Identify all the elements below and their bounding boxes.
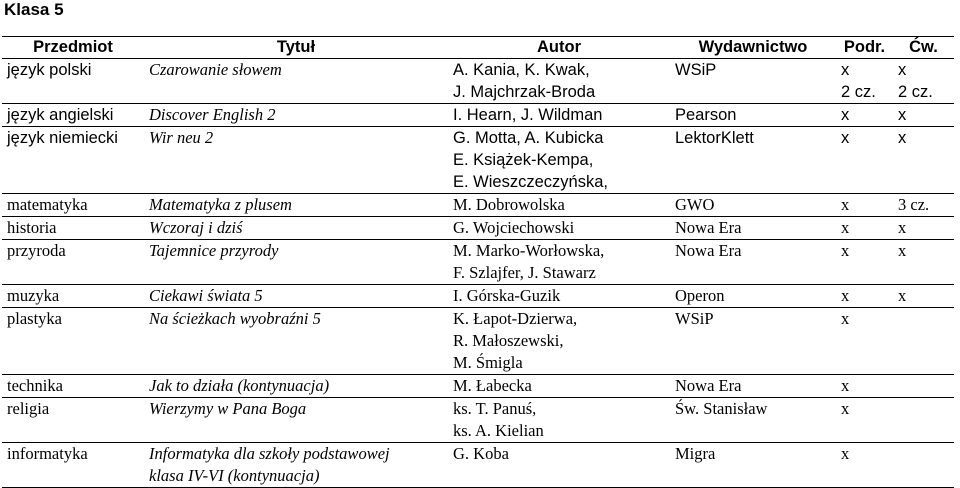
table-row	[2, 240, 954, 285]
cell-author-line: R. Małoszewski,	[453, 331, 564, 350]
cell-cw	[893, 285, 954, 308]
cell-podr-line: x	[841, 309, 850, 328]
cell-author-line: E. Wieszczeczyńska,	[453, 173, 608, 191]
cell-subject: język polski	[7, 61, 92, 79]
cell-title-line: Wczoraj i dziś	[149, 218, 243, 237]
cell-title	[144, 375, 448, 398]
cell-author	[448, 443, 670, 488]
table-row	[2, 398, 954, 443]
cell-author	[448, 285, 670, 308]
cell-author-line: M. Łabecka	[453, 376, 532, 395]
cell-title	[144, 217, 448, 240]
cell-author	[448, 127, 670, 194]
cell-title	[144, 443, 448, 488]
cell-cw	[893, 59, 954, 104]
cell-podr	[836, 375, 893, 398]
header-author: Autor	[448, 37, 670, 59]
cell-title-line: klasa IV-VI (kontynuacja)	[149, 466, 320, 485]
cell-author	[448, 398, 670, 443]
cell-cw-line: x	[898, 129, 907, 147]
cell-subject: technika	[7, 376, 63, 395]
cell-author-line: G. Wojciechowski	[453, 218, 575, 237]
page-title: Klasa 5	[4, 0, 64, 19]
cell-publisher: GWO	[675, 195, 715, 214]
table-header-row	[2, 37, 954, 59]
cell-author-line: E. Książek-Kempa,	[453, 151, 594, 169]
cell-author-line: I. Górska-Guzik	[453, 286, 561, 305]
cell-podr-line: x	[841, 106, 850, 124]
cell-publisher: WSiP	[675, 309, 714, 328]
cell-title-line: Wierzymy w Pana Boga	[149, 399, 307, 418]
header-publisher: Wydawnictwo	[670, 37, 836, 59]
cell-title	[144, 127, 448, 194]
cell-title	[144, 104, 448, 127]
cell-publisher: Św. Stanisław	[675, 399, 768, 418]
cell-podr	[836, 285, 893, 308]
cell-subject: religia	[7, 399, 50, 418]
cell-author	[448, 194, 670, 217]
cell-subject: informatyka	[7, 444, 88, 463]
cell-publisher: Nowa Era	[675, 241, 742, 260]
table-row	[2, 375, 954, 398]
textbook-table	[2, 36, 954, 488]
cell-subject: język niemiecki	[7, 129, 118, 147]
cell-cw	[893, 127, 954, 194]
cell-author	[448, 375, 670, 398]
cell-author-line: K. Łapot-Dzierwa,	[453, 309, 578, 328]
cell-podr	[836, 443, 893, 488]
cell-subject: muzyka	[7, 286, 60, 305]
cell-title-line: Informatyka dla szkoły podstawowej	[149, 444, 390, 463]
cell-author-line: G. Koba	[453, 444, 509, 463]
cell-author-line: G. Motta, A. Kubicka	[453, 129, 604, 147]
cell-cw	[893, 308, 954, 375]
table-row	[2, 217, 954, 240]
cell-title-line: Tajemnice przyrody	[149, 241, 279, 260]
cell-subject: historia	[7, 218, 57, 237]
table-row	[2, 308, 954, 375]
cell-author-line: M. Śmigla	[453, 353, 523, 372]
cell-publisher: Nowa Era	[675, 376, 742, 395]
cell-cw	[893, 443, 954, 488]
cell-author	[448, 217, 670, 240]
cell-subject: przyroda	[7, 241, 66, 260]
cell-title	[144, 285, 448, 308]
cell-publisher: WSiP	[675, 61, 717, 79]
cell-title	[144, 398, 448, 443]
table-row	[2, 104, 954, 127]
cell-podr-line: x	[841, 399, 850, 418]
cell-author-line: F. Szlajfer, J. Stawarz	[453, 263, 596, 282]
cell-author	[448, 59, 670, 104]
header-podr: Podr.	[836, 37, 893, 59]
cell-podr-line: x	[841, 218, 850, 237]
cell-title	[144, 308, 448, 375]
cell-author	[448, 308, 670, 375]
header-subject: Przedmiot	[2, 37, 144, 59]
cell-author-line: M. Marko-Worłowska,	[453, 241, 605, 260]
cell-podr-line: x	[841, 376, 850, 395]
cell-podr-line: x	[841, 61, 850, 79]
cell-podr	[836, 240, 893, 285]
cell-title-line: Ciekawi świata 5	[149, 286, 263, 305]
cell-podr	[836, 398, 893, 443]
cell-author	[448, 240, 670, 285]
cell-podr	[836, 104, 893, 127]
table-row	[2, 443, 954, 488]
cell-publisher: Operon	[675, 286, 725, 305]
cell-title	[144, 194, 448, 217]
cell-author-line: I. Hearn, J. Wildman	[453, 106, 603, 124]
cell-cw	[893, 375, 954, 398]
header-cw: Ćw.	[893, 37, 954, 59]
cell-podr-line: x	[841, 241, 850, 260]
cell-cw	[893, 217, 954, 240]
cell-podr-line: x	[841, 444, 850, 463]
table-row	[2, 127, 954, 194]
cell-podr-line: x	[841, 129, 850, 147]
cell-cw-line: x	[898, 106, 907, 124]
cell-author-line: ks. A. Kielian	[453, 421, 544, 440]
table-row	[2, 59, 954, 104]
cell-podr	[836, 127, 893, 194]
cell-publisher: Migra	[675, 444, 716, 463]
cell-subject: plastyka	[7, 309, 62, 328]
header-title: Tytuł	[144, 37, 448, 59]
cell-podr-line: 2 cz.	[841, 83, 876, 101]
cell-title-line: Matematyka z plusem	[149, 195, 292, 214]
cell-cw-line: x	[898, 218, 907, 237]
cell-podr-line: x	[841, 286, 850, 305]
cell-cw	[893, 194, 954, 217]
cell-cw	[893, 398, 954, 443]
cell-cw-line: 2 cz.	[898, 83, 933, 101]
cell-publisher: Nowa Era	[675, 218, 742, 237]
cell-title	[144, 240, 448, 285]
cell-subject: matematyka	[7, 195, 88, 214]
cell-cw-line: x	[898, 61, 907, 79]
cell-publisher: LektorKlett	[675, 129, 754, 147]
cell-cw-line: 3 cz.	[898, 195, 930, 214]
cell-cw	[893, 104, 954, 127]
table-row	[2, 285, 954, 308]
table-row	[2, 194, 954, 217]
cell-author-line: J. Majchrzak-Broda	[453, 83, 596, 101]
cell-podr-line: x	[841, 195, 850, 214]
cell-title	[144, 59, 448, 104]
cell-title-line: Czarowanie słowem	[149, 60, 282, 79]
cell-author-line: A. Kania, K. Kwak,	[453, 61, 590, 79]
cell-cw-line: x	[898, 241, 907, 260]
cell-publisher: Pearson	[675, 106, 737, 124]
cell-author-line: M. Dobrowolska	[453, 195, 565, 214]
cell-cw-line: x	[898, 286, 907, 305]
cell-author	[448, 104, 670, 127]
cell-podr	[836, 59, 893, 104]
cell-podr	[836, 194, 893, 217]
cell-title-line: Jak to działa (kontynuacja)	[149, 376, 330, 395]
cell-title-line: Wir neu 2	[149, 128, 214, 147]
cell-cw	[893, 240, 954, 285]
cell-title-line: Na ścieżkach wyobraźni 5	[149, 309, 321, 328]
cell-podr	[836, 217, 893, 240]
cell-title-line: Discover English 2	[149, 105, 276, 124]
cell-subject: język angielski	[7, 106, 114, 124]
table-body	[2, 59, 954, 488]
cell-author-line: ks. T. Panuś,	[453, 399, 537, 418]
cell-podr	[836, 308, 893, 375]
